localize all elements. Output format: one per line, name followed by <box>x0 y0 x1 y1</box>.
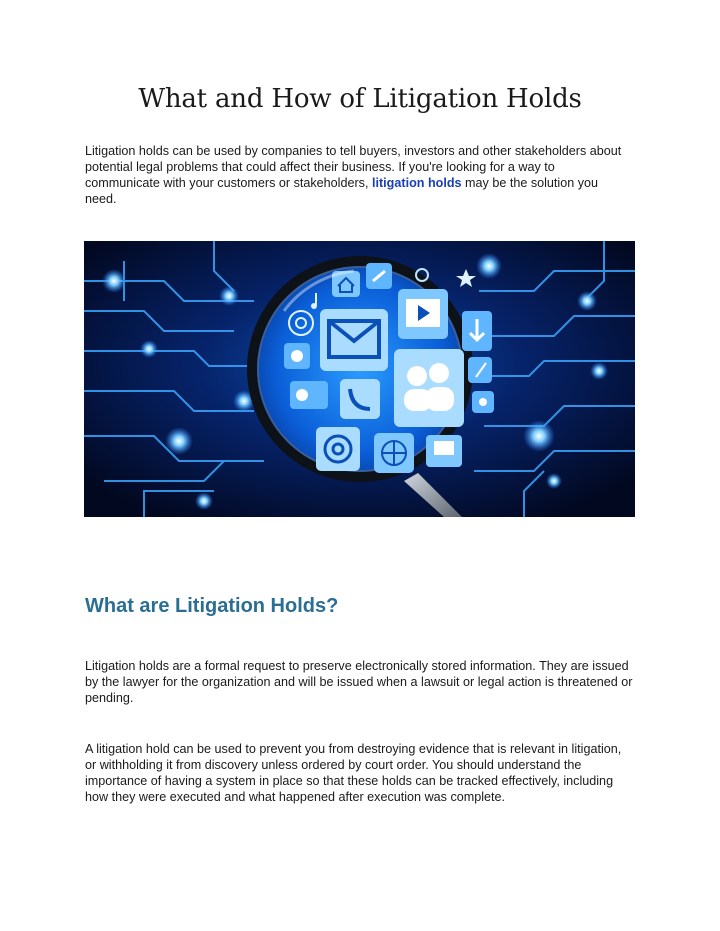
definition-paragraph: Litigation holds are a formal request to preserve electronically stored information. They are issued by the lawyer for the organization and will be issued when a lawsuit or legal action is threatened or pending. <box>85 659 633 705</box>
globe-icon <box>374 433 414 473</box>
users-icon <box>394 349 464 427</box>
hero-image <box>84 241 635 517</box>
bird-icon <box>284 343 310 369</box>
mail-icon <box>320 309 388 371</box>
intro-paragraph <box>85 143 633 207</box>
camera-icon <box>290 381 328 409</box>
page-title: What and How of Litigation Holds <box>138 84 582 114</box>
intro-text-before: Litigation holds can be used by companies to tell buyers, investors and other stakeholders about potential legal problems that could affect their business. If you're looking for a way to communicate with your customers or stakeholders, <box>85 144 622 190</box>
link-icon <box>366 263 392 289</box>
intro-text-after: may be the solution you need. <box>85 176 599 206</box>
usage-paragraph: A litigation hold can be used to prevent you from destroying evidence that is relevant in litigation, or withholding it from discovery unless ordered by court order. You should understand the importance of having a system in place so that these holds can be tracked effectively, including how they were executed and what happened after execution was complete. <box>85 742 622 804</box>
magnifier-network-illustration <box>84 241 635 517</box>
share-icon <box>472 391 494 413</box>
attach-icon <box>468 357 492 383</box>
download-icon <box>462 311 492 351</box>
section-heading: What are Litigation Holds? <box>85 595 339 617</box>
phone-icon <box>340 379 380 419</box>
laptop-icon <box>426 435 462 467</box>
video-icon <box>398 289 448 339</box>
litigation-holds-link[interactable]: litigation holds <box>371 176 462 190</box>
at-sign-icon <box>316 427 360 471</box>
